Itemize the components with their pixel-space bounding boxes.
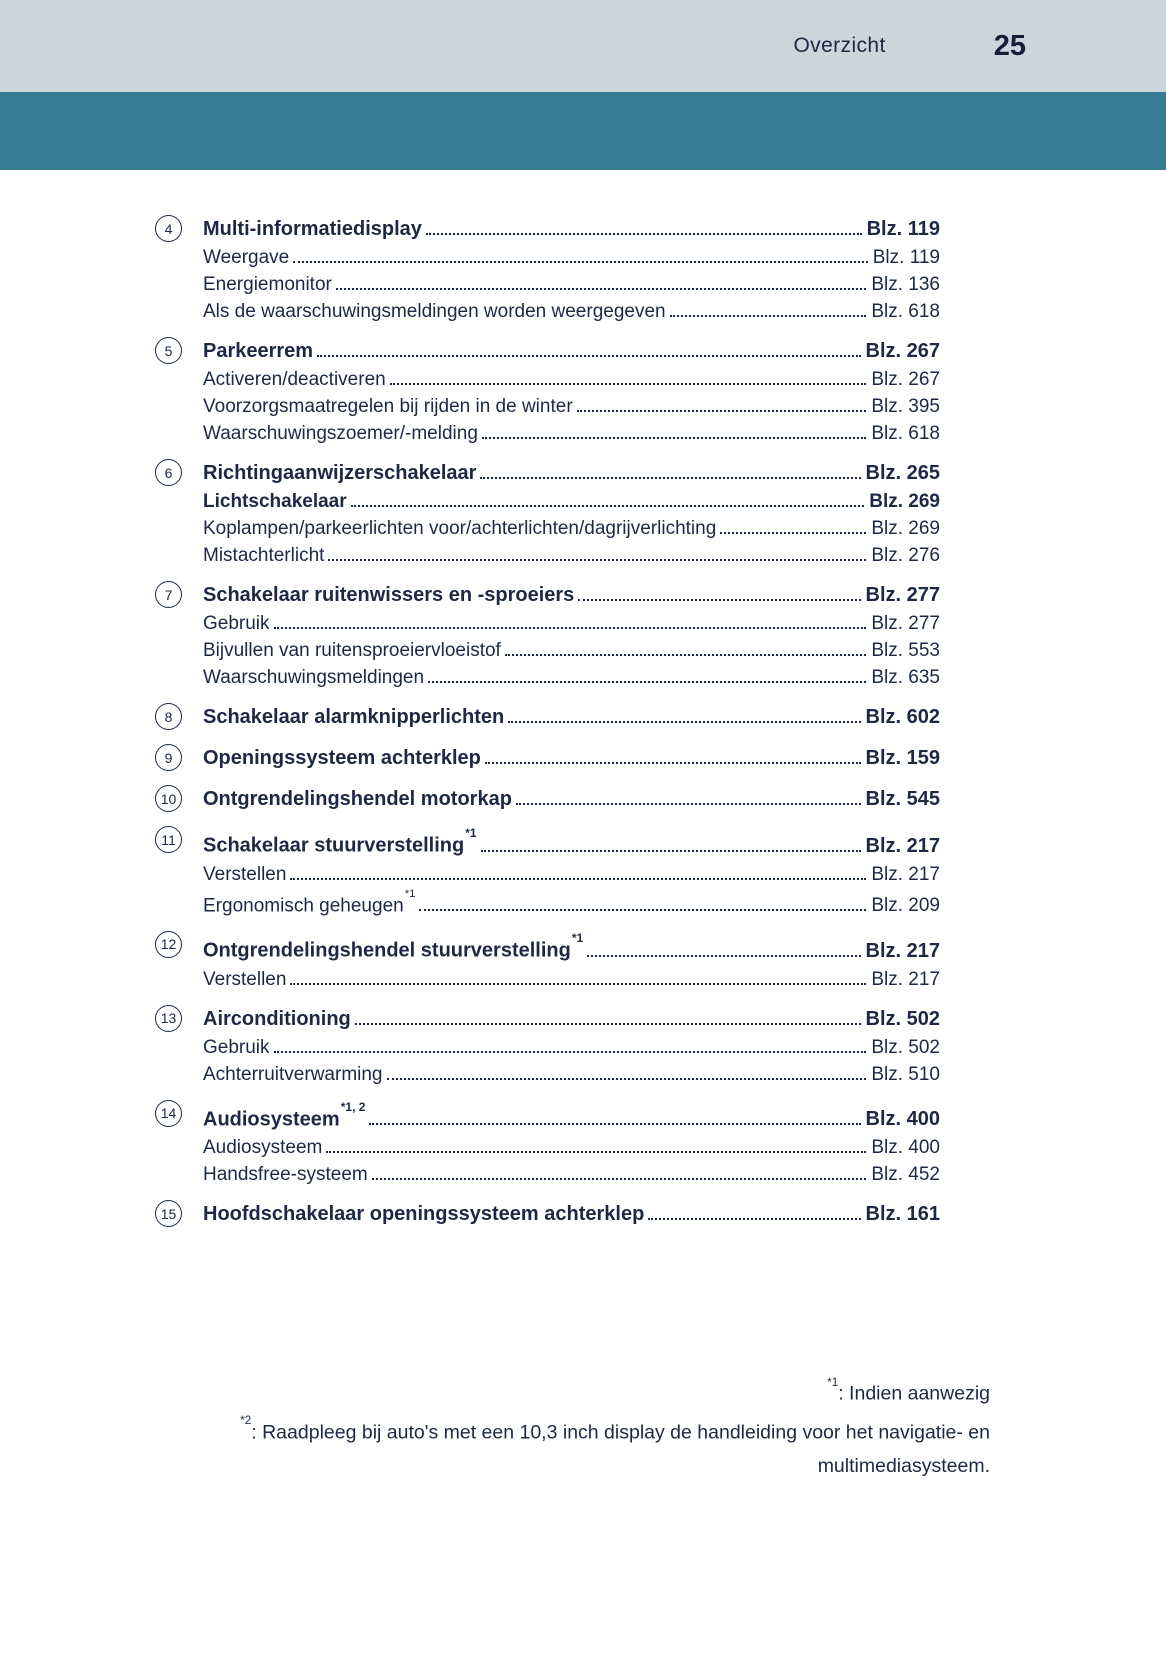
toc-subitem-label: Als de waarschuwingsmeldingen worden weergegeven bbox=[203, 301, 666, 322]
toc-group bbox=[155, 1199, 940, 1229]
dotted-leader bbox=[720, 532, 866, 534]
toc-group bbox=[155, 580, 940, 691]
dotted-leader bbox=[274, 627, 867, 629]
toc-subitem bbox=[155, 515, 940, 542]
page-reference: Blz. 553 bbox=[871, 640, 940, 661]
toc-subitem bbox=[155, 271, 940, 298]
toc-subitem-label: Gebruik bbox=[203, 613, 270, 634]
header-page-number: 25 bbox=[993, 29, 1026, 62]
toc-subitem bbox=[155, 664, 940, 691]
page-reference: Blz. 502 bbox=[865, 1007, 940, 1030]
toc-subitem bbox=[155, 1161, 940, 1188]
dotted-leader bbox=[372, 1178, 867, 1180]
toc-item bbox=[155, 214, 940, 244]
dotted-leader bbox=[390, 383, 867, 385]
dotted-leader bbox=[480, 477, 860, 479]
toc-item-title: Multi-informatiedisplay bbox=[203, 218, 422, 240]
page-reference: Blz. 545 bbox=[865, 788, 940, 810]
footnote-2-marker: *2 bbox=[240, 1414, 252, 1428]
toc-subitem-label: Waarschuwingsmeldingen bbox=[203, 667, 425, 688]
toc-item-title: Schakelaar ruitenwissers en -sproeiers bbox=[203, 584, 575, 606]
toc-subitem-label: Gebruik bbox=[203, 1036, 270, 1058]
toc-item-title: Airconditioning bbox=[203, 1007, 351, 1030]
toc-subitem-label: Weergave bbox=[203, 247, 290, 268]
dotted-leader bbox=[485, 762, 861, 764]
toc-subitem bbox=[155, 966, 940, 993]
toc-item-title: Ontgrendelingshendel motorkap bbox=[203, 788, 512, 810]
toc-item-title: Schakelaar stuurverstelling$^{*1}$ bbox=[203, 826, 477, 857]
toc-subitem bbox=[155, 542, 940, 569]
footnote-1-text: : Indien aanwezig bbox=[838, 1382, 990, 1405]
dotted-leader bbox=[355, 1023, 861, 1025]
item-number-circle: 4 bbox=[155, 215, 182, 242]
toc-item bbox=[155, 1099, 940, 1135]
dotted-leader bbox=[577, 410, 867, 412]
toc-subitem bbox=[155, 420, 940, 447]
toc-item-title: Hoofdschakelaar openingssysteem achterklep bbox=[203, 1203, 645, 1226]
dotted-leader bbox=[578, 599, 860, 601]
toc-group bbox=[155, 784, 940, 814]
dotted-leader bbox=[426, 233, 862, 235]
dotted-leader bbox=[369, 1123, 860, 1125]
toc-group bbox=[155, 930, 940, 993]
dotted-leader bbox=[481, 850, 861, 852]
page-reference: Blz. 400 bbox=[871, 1137, 940, 1159]
toc-subitem-label: Bijvullen van ruitensproeiervloeistof bbox=[203, 640, 501, 661]
dotted-leader bbox=[516, 803, 861, 805]
toc-item bbox=[155, 336, 940, 366]
page-reference: Blz. 269 bbox=[869, 491, 940, 512]
item-number-circle: 11 bbox=[155, 826, 182, 853]
toc-group bbox=[155, 1099, 940, 1189]
dotted-leader bbox=[670, 315, 867, 317]
page-reference: Blz. 502 bbox=[871, 1036, 940, 1058]
page-reference: Blz. 265 bbox=[865, 462, 940, 484]
page-reference: Blz. 159 bbox=[865, 747, 940, 769]
dotted-leader bbox=[387, 1078, 867, 1080]
toc-item-title: Ontgrendelingshendel stuurverstelling$^{*1}$ bbox=[203, 931, 584, 962]
dotted-leader bbox=[293, 261, 867, 263]
toc-subitem-label: Koplampen/parkeerlichten voor/achterlichten/dagrijverlichting bbox=[203, 518, 717, 539]
page-reference: Blz. 217 bbox=[871, 863, 940, 885]
page-reference: Blz. 136 bbox=[871, 274, 940, 295]
item-number-circle: 14 bbox=[155, 1100, 182, 1127]
page-reference: Blz. 635 bbox=[871, 667, 940, 688]
page-reference: Blz. 119 bbox=[872, 247, 940, 268]
page-reference: Blz. 267 bbox=[871, 369, 940, 390]
item-number-circle: 10 bbox=[155, 785, 182, 812]
toc-subitem-label: Voorzorgsmaatregelen bij rijden in de winter bbox=[203, 396, 573, 417]
toc-subitem-label: Achterruitverwarming bbox=[203, 1063, 383, 1085]
toc-item bbox=[155, 930, 940, 966]
toc-subitem bbox=[155, 366, 940, 393]
toc-subitem-label: Mistachterlicht bbox=[203, 545, 325, 566]
toc-item bbox=[155, 458, 940, 488]
dotted-leader bbox=[419, 909, 866, 911]
toc-subitem bbox=[155, 244, 940, 271]
footnote-2 bbox=[148, 1411, 990, 1484]
dotted-leader bbox=[328, 559, 866, 561]
toc-subitem-label: Waarschuwingszoemer/-melding bbox=[203, 423, 478, 444]
page-reference: Blz. 276 bbox=[871, 545, 940, 566]
page-reference: Blz. 395 bbox=[871, 396, 940, 417]
page-reference: Blz. 217 bbox=[865, 834, 940, 857]
item-number-circle: 9 bbox=[155, 744, 182, 771]
footnote-marker: *1 bbox=[465, 826, 477, 841]
page-reference: Blz. 277 bbox=[871, 613, 940, 634]
toc-group bbox=[155, 458, 940, 569]
dotted-leader bbox=[587, 955, 860, 957]
toc-item bbox=[155, 702, 940, 732]
toc-item-title: Audiosysteem$^{*1, 2}$ bbox=[203, 1100, 366, 1131]
header-title: Overzicht bbox=[793, 34, 886, 57]
dotted-leader bbox=[290, 878, 866, 880]
toc-subitem-label: Energiemonitor bbox=[203, 274, 332, 295]
page-reference: Blz. 209 bbox=[871, 894, 940, 916]
page-reference: Blz. 618 bbox=[871, 301, 940, 322]
page-reference: Blz. 452 bbox=[871, 1164, 940, 1186]
toc-item bbox=[155, 1199, 940, 1229]
item-number-circle: 6 bbox=[155, 459, 182, 486]
toc-subitem-label: Lichtschakelaar bbox=[203, 491, 347, 512]
toc-subitem-label: Audiosysteem bbox=[203, 1137, 323, 1159]
footnote-marker: *1 bbox=[571, 931, 584, 946]
item-number-circle: 13 bbox=[155, 1005, 182, 1032]
toc-subitem bbox=[155, 1134, 940, 1161]
page-reference: Blz. 119 bbox=[866, 218, 940, 240]
item-number-circle: 12 bbox=[155, 931, 182, 958]
page-reference: Blz. 602 bbox=[865, 706, 940, 728]
footnotes bbox=[148, 1372, 990, 1483]
item-number-circle: 8 bbox=[155, 703, 182, 730]
dotted-leader bbox=[428, 681, 866, 683]
page-reference: Blz. 217 bbox=[865, 939, 940, 962]
dotted-leader bbox=[326, 1151, 866, 1153]
item-number-circle: 5 bbox=[155, 337, 182, 364]
toc-item bbox=[155, 580, 940, 610]
toc-item bbox=[155, 825, 940, 861]
footnote-1-marker: *1 bbox=[827, 1375, 839, 1389]
page-reference: Blz. 217 bbox=[871, 968, 940, 990]
page-reference: Blz. 510 bbox=[871, 1063, 940, 1085]
toc-subitem bbox=[155, 610, 940, 637]
page-reference: Blz. 267 bbox=[865, 340, 940, 362]
page-reference: Blz. 618 bbox=[871, 423, 940, 444]
toc-subitem-label: Verstellen bbox=[203, 968, 287, 990]
toc-item-title: Openingssysteem achterklep bbox=[203, 747, 481, 769]
page-reference: Blz. 277 bbox=[865, 584, 940, 606]
toc-subitem bbox=[155, 637, 940, 664]
toc-subitem bbox=[155, 1061, 940, 1088]
footnote-marker: *1 bbox=[404, 888, 416, 901]
dotted-leader bbox=[482, 437, 866, 439]
toc-item-title: Schakelaar alarmknipperlichten bbox=[203, 706, 505, 728]
toc-subitem bbox=[155, 1034, 940, 1061]
toc-group bbox=[155, 336, 940, 447]
page-header bbox=[0, 0, 1166, 92]
page-reference: Blz. 400 bbox=[865, 1108, 940, 1131]
toc-subitem bbox=[155, 488, 940, 515]
toc-subitem-label: Verstellen bbox=[203, 863, 287, 885]
section-color-band bbox=[0, 92, 1166, 170]
toc-group bbox=[155, 702, 940, 732]
dotted-leader bbox=[648, 1218, 860, 1220]
toc-subitem bbox=[155, 888, 940, 919]
dotted-leader bbox=[505, 654, 867, 656]
toc-subitem bbox=[155, 298, 940, 325]
page-reference: Blz. 269 bbox=[871, 518, 940, 539]
table-of-contents bbox=[0, 170, 1166, 1229]
toc-subitem-label: Ergonomisch geheugen$^{*1}$ bbox=[203, 888, 416, 916]
item-number-circle: 7 bbox=[155, 581, 182, 608]
toc-item bbox=[155, 784, 940, 814]
footnote-2-text: : Raadpleeg bij auto's met een 10,3 inch display de handleiding voor het navigatie- en multimediasysteem. bbox=[251, 1421, 990, 1477]
toc-item bbox=[155, 743, 940, 773]
dotted-leader bbox=[290, 983, 866, 985]
toc-item-title: Parkeerrem bbox=[203, 340, 314, 362]
dotted-leader bbox=[351, 505, 865, 507]
footnote-marker: *1, 2 bbox=[340, 1100, 366, 1115]
dotted-leader bbox=[336, 288, 867, 290]
toc-subitem bbox=[155, 393, 940, 420]
dotted-leader bbox=[508, 721, 860, 723]
footnote-1 bbox=[148, 1372, 990, 1411]
toc-item-title: Richtingaanwijzerschakelaar bbox=[203, 462, 477, 484]
toc-item bbox=[155, 1004, 940, 1034]
toc-group bbox=[155, 214, 940, 325]
toc-group bbox=[155, 1004, 940, 1088]
toc-group bbox=[155, 743, 940, 773]
dotted-leader bbox=[274, 1051, 867, 1053]
page-reference: Blz. 161 bbox=[865, 1203, 940, 1226]
item-number-circle: 15 bbox=[155, 1200, 182, 1227]
toc-subitem-label: Handsfree-systeem bbox=[203, 1164, 368, 1186]
toc-subitem-label: Activeren/deactiveren bbox=[203, 369, 386, 390]
toc-group bbox=[155, 825, 940, 919]
dotted-leader bbox=[317, 355, 860, 357]
toc-subitem bbox=[155, 861, 940, 888]
